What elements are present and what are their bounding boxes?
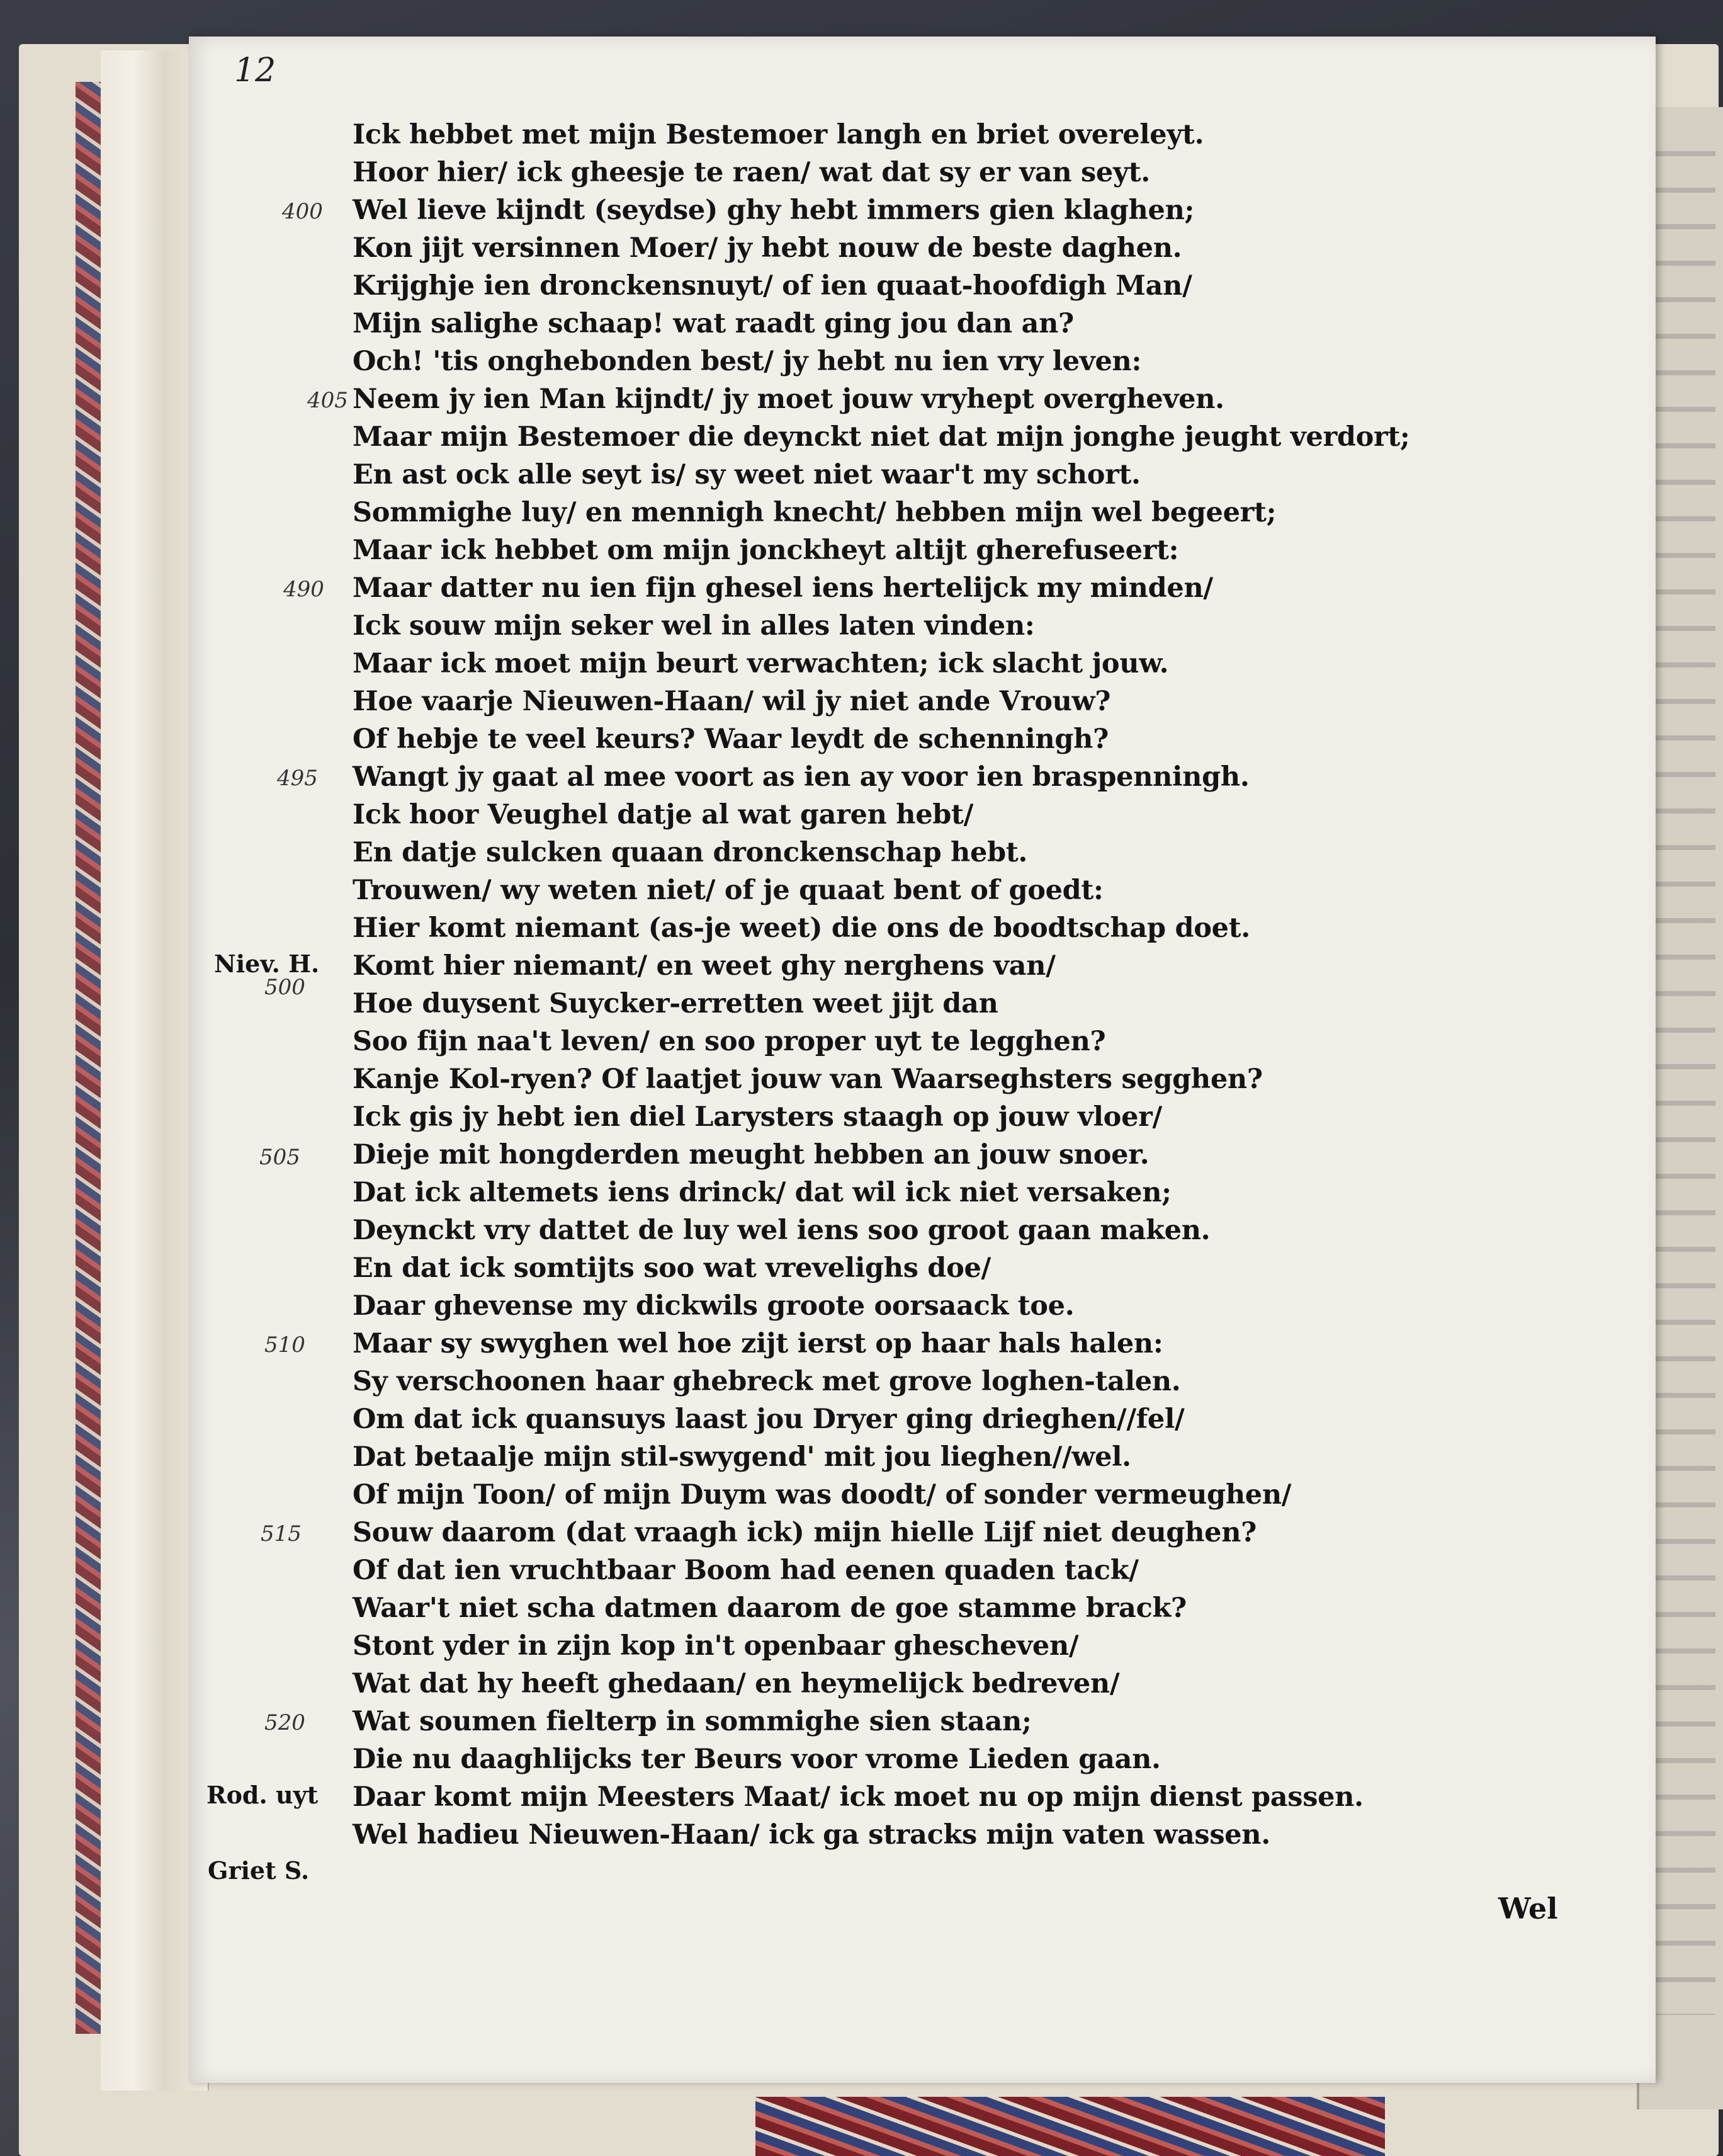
verse-line: Deynckt vry dattet de luy wel iens soo groot gaan maken. xyxy=(353,1215,1211,1246)
verse-line: Waar't niet scha datmen daarom de goe stamme brack? xyxy=(353,1592,1187,1624)
verse-line: Wat dat hy heeft ghedaan/ en heymelijck bedreven/ xyxy=(353,1668,1120,1699)
verse-line: Neem jy ien Man kijndt/ jy moet jouw vryhept overgheven. xyxy=(353,383,1224,415)
verse-line: Wel lieve kijndt (seydse) ghy hebt immers gien klaghen; xyxy=(353,195,1195,226)
verse-line: Ick gis jy hebt ien diel Larysters staagh op jouw vloer/ xyxy=(353,1101,1162,1133)
speaker-label: Rod. uyt xyxy=(206,1781,319,1809)
speaker-label: Niev. H. xyxy=(214,950,320,978)
catchword: Wel xyxy=(1498,1892,1558,1926)
verse-line: Souw daarom (dat vraagh ick) mijn hielle Lijf niet deughen? xyxy=(353,1517,1257,1548)
line-number: 500 xyxy=(264,975,305,1000)
verse-line: Maar sy swyghen wel hoe zijt ierst op haar hals halen: xyxy=(353,1328,1163,1359)
verse-line: En ast ock alle seyt is/ sy weet niet waar't my schort. xyxy=(353,459,1141,491)
verse-line: Wel hadieu Nieuwen-Haan/ ick ga stracks mijn vaten wassen. xyxy=(353,1819,1270,1851)
verse-line: Komt hier niemant/ en weet ghy nerghens van/ xyxy=(353,950,1056,982)
verse-line: Daar ghevense my dickwils groote oorsaack toe. xyxy=(353,1290,1075,1322)
line-number: 405 xyxy=(307,388,348,413)
page-number: 12 xyxy=(234,52,276,89)
verse-line: Mijn salighe schaap! wat raadt ging jou dan an? xyxy=(353,308,1074,339)
marbled-edge-bottom xyxy=(755,2097,1385,2156)
verse-line: En datje sulcken quaan dronckenschap hebt. xyxy=(353,837,1028,868)
line-number: 495 xyxy=(277,766,318,791)
verse-line: Ick souw mijn seker wel in alles laten vinden: xyxy=(353,610,1035,642)
verse-line: Dieje mit hongderden meught hebben an jouw snoer. xyxy=(353,1139,1150,1171)
verse-line: Och! 'tis onghebonden best/ jy hebt nu ien vry leven: xyxy=(353,346,1142,377)
line-number: 400 xyxy=(282,199,323,224)
verse-line: Dat betaalje mijn stil-swygend' mit jou lieghen//wel. xyxy=(353,1441,1131,1473)
verse-line: Soo fijn naa't leven/ en soo proper uyt te legghen? xyxy=(353,1026,1106,1057)
verse-line: Of mijn Toon/ of mijn Duym was doodt/ of sonder vermeughen/ xyxy=(353,1479,1292,1511)
verse-line: Kon jijt versinnen Moer/ jy hebt nouw de beste daghen. xyxy=(353,232,1182,264)
book-page xyxy=(189,37,1656,2083)
verse-line: Ick hebbet met mijn Bestemoer langh en briet overeleyt. xyxy=(353,119,1204,150)
verse-line: Sommighe luy/ en mennigh knecht/ hebben mijn wel begeert; xyxy=(353,497,1277,528)
verse-line: En dat ick somtijts soo wat vrevelighs doe/ xyxy=(353,1252,991,1284)
verse-line: Dat ick altemets iens drinck/ dat wil ick niet versaken; xyxy=(353,1177,1172,1208)
verse-line: Hier komt niemant (as-je weet) die ons de boodtschap doet. xyxy=(353,912,1250,944)
verse-line: Sy verschoonen haar ghebreck met grove loghen-talen. xyxy=(353,1366,1181,1397)
verse-line: Maar datter nu ien fijn ghesel iens hertelijck my minden/ xyxy=(353,572,1213,604)
verse-line: Krijghje ien dronckensnuyt/ of ien quaat-hoofdigh Man/ xyxy=(353,270,1192,302)
verse-line: Kanje Kol-ryen? Of laatjet jouw van Waarseghsters segghen? xyxy=(353,1064,1263,1095)
verse-line: Hoe vaarje Nieuwen-Haan/ wil jy niet ande Vrouw? xyxy=(353,686,1111,717)
verse-line: Trouwen/ wy weten niet/ of je quaat bent of goedt: xyxy=(353,875,1104,906)
verse-line: Of dat ien vruchtbaar Boom had eenen quaden tack/ xyxy=(353,1555,1139,1586)
speaker-label: Griet S. xyxy=(208,1856,310,1885)
line-number: 505 xyxy=(259,1145,300,1170)
verse-line: Ick hoor Veughel datje al wat garen hebt/ xyxy=(353,799,974,831)
verse-line: Of hebje te veel keurs? Waar leydt de schenningh? xyxy=(353,723,1109,755)
verse-line: Om dat ick quansuys laast jou Dryer ging drieghen//fel/ xyxy=(353,1404,1185,1435)
verse-line: Wangt jy gaat al mee voort as ien ay voor ien braspenningh. xyxy=(353,761,1250,793)
verse-line: Die nu daaghlijcks ter Beurs voor vrome Lieden gaan. xyxy=(353,1744,1161,1775)
verse-line: Wat soumen fielterp in sommighe sien staan; xyxy=(353,1706,1032,1737)
verse-line: Maar ick hebbet om mijn jonckheyt altijt gherefuseert: xyxy=(353,535,1179,566)
verse-line: Stont yder in zijn kop in't openbaar ghescheven/ xyxy=(353,1630,1079,1662)
line-number: 520 xyxy=(264,1710,305,1735)
verse-line: Hoe duysent Suycker-erretten weet jijt dan xyxy=(353,988,998,1019)
verse-line: Maar mijn Bestemoer die deynckt niet dat mijn jonghe jeught verdort; xyxy=(353,421,1410,453)
line-number: 490 xyxy=(283,577,324,602)
line-number: 515 xyxy=(261,1521,302,1546)
line-number: 510 xyxy=(264,1332,305,1358)
verse-line: Daar komt mijn Meesters Maat/ ick moet nu op mijn dienst passen. xyxy=(353,1781,1364,1813)
verse-line: Maar ick moet mijn beurt verwachten; ick slacht jouw. xyxy=(353,648,1169,679)
verse-line: Hoor hier/ ick gheesje te raen/ wat dat sy er van seyt. xyxy=(353,157,1150,188)
